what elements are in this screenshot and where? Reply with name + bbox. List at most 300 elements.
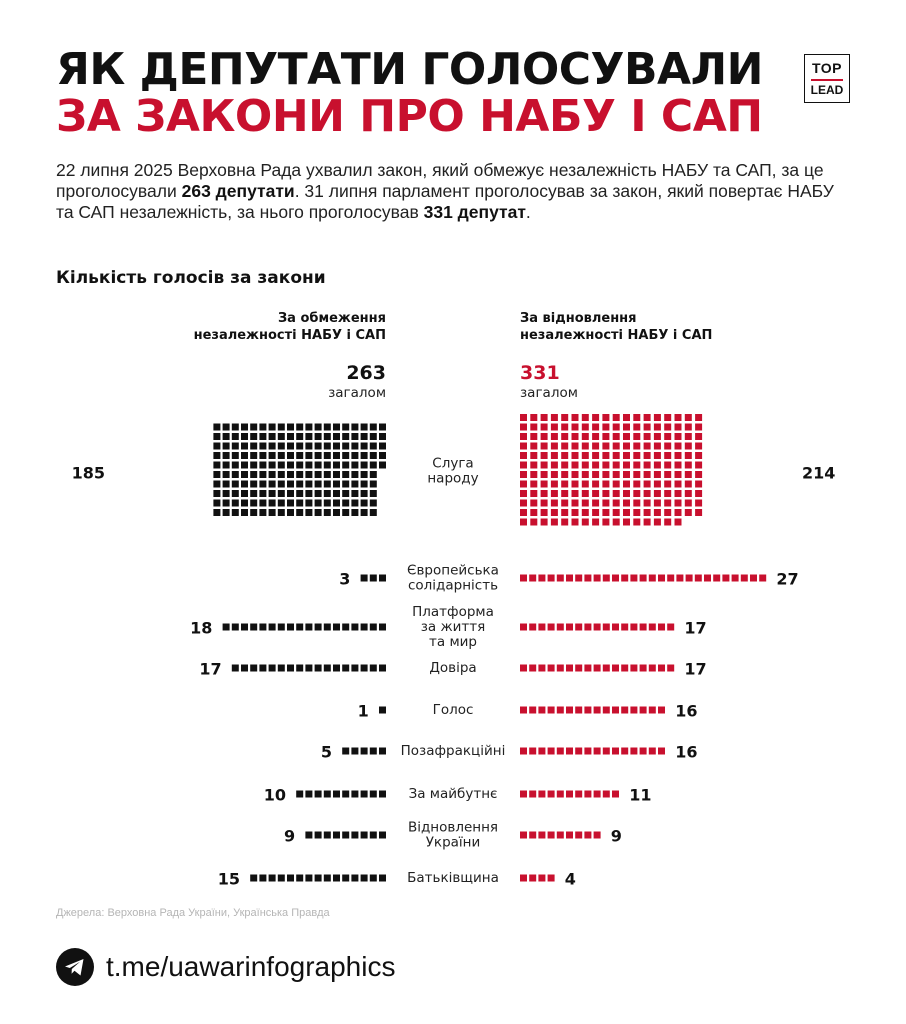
right-vote-square: [541, 424, 548, 431]
right-vote-square: [520, 575, 527, 582]
right-vote-square: [551, 500, 558, 507]
right-vote-square: [548, 575, 555, 582]
left-vote-square: [278, 500, 285, 507]
right-vote-square: [520, 433, 527, 440]
right-vote-square: [548, 665, 555, 672]
telegram-channel-link[interactable]: t.me/uawarinfographics: [106, 951, 396, 982]
right-vote-square: [685, 481, 692, 488]
left-vote-square: [351, 452, 358, 459]
right-vote-square: [658, 665, 665, 672]
right-vote-square: [644, 490, 651, 497]
right-vote-square: [530, 471, 537, 478]
right-vote-square: [695, 414, 702, 421]
left-vote-square: [324, 832, 331, 839]
right-vote-square: [633, 471, 640, 478]
right-vote-square: [520, 748, 527, 755]
left-vote-square: [342, 875, 349, 882]
left-vote-square: [278, 490, 285, 497]
left-vote-square: [296, 424, 303, 431]
right-vote-square: [520, 471, 527, 478]
left-vote-square: [296, 452, 303, 459]
left-vote-square: [241, 424, 248, 431]
left-vote-square: [223, 462, 230, 469]
right-vote-square: [602, 414, 609, 421]
right-vote-square: [633, 519, 640, 526]
left-vote-square: [250, 624, 257, 631]
left-vote-square: [241, 471, 248, 478]
right-vote-square: [520, 481, 527, 488]
right-vote-square: [664, 452, 671, 459]
right-vote-square: [572, 424, 579, 431]
left-vote-square: [305, 624, 312, 631]
left-vote-square: [269, 500, 276, 507]
left-vote-square: [315, 665, 322, 672]
left-vote-square: [342, 462, 349, 469]
left-vote-square: [287, 875, 294, 882]
right-vote-square: [602, 509, 609, 516]
left-vote-square: [232, 481, 239, 488]
right-vote-square: [594, 624, 601, 631]
left-vote-square: [278, 424, 285, 431]
left-vote-square: [315, 791, 322, 798]
right-vote-square: [551, 424, 558, 431]
right-vote-square: [695, 462, 702, 469]
right-vote-square: [613, 462, 620, 469]
right-vote-square: [561, 462, 568, 469]
right-vote-square: [584, 624, 591, 631]
left-count-label: 185: [71, 463, 105, 483]
left-vote-square: [342, 624, 349, 631]
right-vote-square: [644, 433, 651, 440]
left-vote-square: [361, 832, 368, 839]
right-vote-square: [630, 575, 637, 582]
right-vote-square: [551, 471, 558, 478]
right-count-label: 16: [675, 742, 698, 762]
left-vote-square: [315, 462, 322, 469]
right-vote-square: [623, 462, 630, 469]
right-vote-square: [538, 832, 545, 839]
left-vote-square: [259, 452, 266, 459]
right-vote-square: [621, 575, 628, 582]
left-vote-square: [324, 875, 331, 882]
party-label: України: [425, 834, 481, 851]
right-vote-square: [644, 481, 651, 488]
right-vote-square: [575, 575, 582, 582]
left-vote-square: [370, 462, 377, 469]
right-vote-square: [575, 832, 582, 839]
party-label: Батьківщина: [407, 870, 499, 886]
right-vote-square: [675, 462, 682, 469]
left-vote-square: [342, 665, 349, 672]
left-vote-square: [269, 443, 276, 450]
right-vote-square: [529, 832, 536, 839]
left-vote-square: [370, 791, 377, 798]
chart-subtitle: Кількість голосів за закони: [56, 268, 326, 288]
right-vote-square: [644, 471, 651, 478]
right-vote-square: [530, 481, 537, 488]
left-vote-square: [296, 471, 303, 478]
right-vote-square: [685, 424, 692, 431]
right-vote-square: [685, 452, 692, 459]
left-vote-square: [315, 490, 322, 497]
telegram-icon[interactable]: [56, 948, 94, 986]
left-vote-square: [213, 509, 220, 516]
left-vote-square: [213, 462, 220, 469]
left-vote-square: [342, 452, 349, 459]
right-vote-square: [541, 433, 548, 440]
right-vote-square: [575, 624, 582, 631]
left-vote-square: [241, 443, 248, 450]
left-vote-square: [361, 509, 368, 516]
right-vote-square: [640, 624, 647, 631]
right-vote-square: [538, 624, 545, 631]
right-vote-square: [575, 791, 582, 798]
right-vote-square: [602, 433, 609, 440]
left-vote-square: [324, 452, 331, 459]
left-vote-square: [305, 443, 312, 450]
left-vote-square: [278, 462, 285, 469]
left-vote-square: [324, 433, 331, 440]
left-vote-square: [361, 424, 368, 431]
left-vote-square: [241, 481, 248, 488]
left-vote-square: [315, 424, 322, 431]
left-vote-square: [223, 452, 230, 459]
left-vote-square: [370, 471, 377, 478]
right-vote-square: [548, 707, 555, 714]
left-vote-square: [287, 665, 294, 672]
right-vote-square: [602, 519, 609, 526]
right-vote-square: [584, 832, 591, 839]
left-vote-square: [259, 875, 266, 882]
left-vote-square: [269, 462, 276, 469]
left-vote-square: [379, 707, 386, 714]
left-vote-square: [315, 832, 322, 839]
left-vote-square: [259, 665, 266, 672]
right-vote-square: [572, 519, 579, 526]
left-vote-square: [287, 433, 294, 440]
right-vote-square: [530, 509, 537, 516]
left-vote-square: [213, 471, 220, 478]
left-vote-square: [333, 832, 340, 839]
left-vote-square: [342, 471, 349, 478]
left-vote-square: [287, 443, 294, 450]
right-vote-square: [713, 575, 720, 582]
left-vote-square: [315, 443, 322, 450]
left-vote-square: [315, 500, 322, 507]
right-vote-square: [649, 665, 656, 672]
right-vote-square: [644, 509, 651, 516]
right-vote-square: [582, 519, 589, 526]
right-vote-square: [566, 665, 573, 672]
left-vote-square: [269, 509, 276, 516]
right-vote-square: [649, 748, 656, 755]
right-vote-square: [685, 414, 692, 421]
left-vote-square: [223, 433, 230, 440]
right-vote-square: [630, 707, 637, 714]
left-vote-square: [379, 665, 386, 672]
left-vote-square: [269, 481, 276, 488]
right-vote-square: [613, 490, 620, 497]
right-vote-square: [675, 509, 682, 516]
right-vote-square: [664, 471, 671, 478]
right-vote-square: [613, 519, 620, 526]
left-vote-square: [379, 433, 386, 440]
left-vote-square: [296, 624, 303, 631]
right-vote-square: [529, 575, 536, 582]
right-vote-square: [633, 462, 640, 469]
left-vote-square: [342, 832, 349, 839]
left-vote-square: [333, 624, 340, 631]
left-vote-square: [361, 575, 368, 582]
right-vote-square: [561, 471, 568, 478]
left-vote-square: [305, 452, 312, 459]
right-vote-square: [541, 519, 548, 526]
left-vote-square: [287, 424, 294, 431]
left-vote-square: [269, 665, 276, 672]
right-vote-square: [551, 509, 558, 516]
right-vote-square: [675, 490, 682, 497]
left-vote-square: [333, 875, 340, 882]
right-count-label: 11: [629, 785, 652, 805]
right-vote-square: [695, 443, 702, 450]
right-vote-square: [612, 575, 619, 582]
left-vote-square: [361, 481, 368, 488]
left-vote-square: [269, 452, 276, 459]
right-vote-square: [551, 414, 558, 421]
left-vote-square: [223, 490, 230, 497]
left-vote-square: [305, 509, 312, 516]
right-vote-square: [592, 500, 599, 507]
right-vote-square: [612, 791, 619, 798]
right-vote-square: [557, 624, 564, 631]
right-vote-square: [612, 748, 619, 755]
right-vote-square: [592, 443, 599, 450]
right-vote-square: [584, 665, 591, 672]
left-vote-square: [370, 575, 377, 582]
left-vote-square: [361, 433, 368, 440]
left-vote-square: [351, 875, 358, 882]
left-vote-square: [333, 462, 340, 469]
left-count-label: 9: [284, 826, 296, 846]
left-vote-square: [351, 791, 358, 798]
right-vote-square: [621, 707, 628, 714]
intro-bold-1: 263 депутати: [181, 181, 295, 201]
right-vote-square: [654, 471, 661, 478]
left-vote-square: [232, 433, 239, 440]
left-vote-square: [213, 490, 220, 497]
left-vote-square: [342, 490, 349, 497]
left-vote-square: [351, 748, 358, 755]
right-vote-square: [541, 481, 548, 488]
left-vote-square: [223, 624, 230, 631]
right-vote-square: [566, 707, 573, 714]
left-vote-square: [379, 443, 386, 450]
left-count-label: 18: [190, 618, 213, 638]
left-vote-square: [278, 875, 285, 882]
left-vote-square: [213, 424, 220, 431]
left-vote-square: [361, 443, 368, 450]
left-vote-square: [278, 433, 285, 440]
right-vote-square: [594, 748, 601, 755]
left-count-label: 10: [263, 785, 286, 805]
right-vote-square: [658, 624, 665, 631]
right-vote-square: [613, 471, 620, 478]
right-vote-square: [675, 481, 682, 488]
right-vote-square: [582, 490, 589, 497]
left-vote-square: [278, 509, 285, 516]
left-vote-square: [259, 433, 266, 440]
right-vote-square: [530, 519, 537, 526]
right-vote-square: [621, 665, 628, 672]
left-vote-square: [324, 424, 331, 431]
left-vote-square: [250, 433, 257, 440]
right-vote-square: [654, 433, 661, 440]
left-vote-square: [232, 424, 239, 431]
right-vote-square: [592, 424, 599, 431]
left-vote-square: [333, 433, 340, 440]
right-vote-square: [548, 875, 555, 882]
left-vote-square: [342, 509, 349, 516]
right-vote-square: [664, 462, 671, 469]
left-vote-square: [324, 490, 331, 497]
left-vote-square: [324, 462, 331, 469]
left-total-label: загалом: [328, 385, 386, 401]
left-vote-square: [361, 791, 368, 798]
left-vote-square: [259, 443, 266, 450]
right-vote-square: [582, 500, 589, 507]
right-vote-square: [613, 500, 620, 507]
right-vote-square: [623, 500, 630, 507]
left-count-label: 1: [357, 701, 369, 721]
left-header-line-1: За обмеження: [277, 311, 386, 326]
right-vote-square: [649, 575, 656, 582]
right-vote-square: [557, 748, 564, 755]
right-vote-square: [520, 624, 527, 631]
left-vote-square: [269, 433, 276, 440]
left-vote-square: [324, 471, 331, 478]
intro-text-2: . 31 липня парламент проголосував за закон, який повертає НАБУ та САП незалежність, за нього проголосував: [56, 181, 834, 222]
right-vote-square: [685, 500, 692, 507]
right-vote-square: [602, 500, 609, 507]
right-vote-square: [630, 748, 637, 755]
right-vote-square: [633, 433, 640, 440]
right-vote-square: [530, 500, 537, 507]
right-vote-square: [640, 665, 647, 672]
left-vote-square: [315, 509, 322, 516]
left-vote-square: [324, 443, 331, 450]
left-vote-square: [213, 481, 220, 488]
left-vote-square: [333, 665, 340, 672]
right-vote-square: [530, 433, 537, 440]
right-vote-square: [654, 414, 661, 421]
right-vote-square: [633, 481, 640, 488]
right-vote-square: [685, 462, 692, 469]
left-vote-square: [305, 424, 312, 431]
right-vote-square: [654, 519, 661, 526]
left-vote-square: [379, 748, 386, 755]
left-vote-square: [342, 443, 349, 450]
right-vote-square: [561, 433, 568, 440]
left-vote-square: [351, 462, 358, 469]
left-count-label: 17: [199, 659, 222, 679]
right-vote-square: [644, 500, 651, 507]
left-vote-square: [296, 443, 303, 450]
right-vote-square: [675, 443, 682, 450]
right-vote-square: [592, 433, 599, 440]
left-vote-square: [223, 481, 230, 488]
party-label: солідарність: [407, 577, 499, 594]
left-vote-square: [296, 875, 303, 882]
right-vote-square: [592, 481, 599, 488]
right-vote-square: [582, 414, 589, 421]
left-count-label: 5: [320, 742, 332, 762]
left-vote-square: [370, 452, 377, 459]
left-vote-square: [305, 875, 312, 882]
left-vote-square: [333, 481, 340, 488]
right-vote-square: [621, 624, 628, 631]
right-vote-square: [654, 424, 661, 431]
left-vote-square: [296, 509, 303, 516]
right-vote-square: [566, 575, 573, 582]
right-vote-square: [582, 462, 589, 469]
right-vote-square: [520, 443, 527, 450]
left-vote-square: [351, 509, 358, 516]
right-vote-square: [675, 500, 682, 507]
right-vote-square: [623, 433, 630, 440]
right-vote-square: [630, 624, 637, 631]
party-label: За майбутнє: [408, 786, 498, 802]
right-vote-square: [644, 452, 651, 459]
right-vote-square: [561, 414, 568, 421]
right-vote-square: [664, 500, 671, 507]
right-vote-square: [538, 791, 545, 798]
right-vote-square: [541, 490, 548, 497]
party-label: Позафракційні: [400, 743, 506, 759]
right-vote-square: [582, 433, 589, 440]
right-vote-square: [623, 424, 630, 431]
party-label: Європейська: [407, 562, 499, 579]
right-vote-square: [530, 462, 537, 469]
right-vote-square: [529, 665, 536, 672]
right-vote-square: [722, 575, 729, 582]
left-vote-square: [259, 481, 266, 488]
left-vote-square: [333, 509, 340, 516]
left-vote-square: [305, 462, 312, 469]
left-vote-square: [259, 509, 266, 516]
left-vote-square: [269, 424, 276, 431]
right-vote-square: [520, 832, 527, 839]
left-vote-square: [241, 452, 248, 459]
right-vote-square: [584, 791, 591, 798]
left-vote-square: [351, 424, 358, 431]
left-vote-square: [232, 500, 239, 507]
right-vote-square: [602, 424, 609, 431]
right-vote-square: [530, 414, 537, 421]
left-vote-square: [259, 424, 266, 431]
left-vote-square: [250, 490, 257, 497]
left-vote-square: [241, 433, 248, 440]
left-count-label: 3: [339, 569, 351, 589]
left-vote-square: [315, 875, 322, 882]
left-vote-square: [232, 452, 239, 459]
right-vote-square: [530, 424, 537, 431]
left-vote-square: [278, 452, 285, 459]
right-vote-square: [538, 748, 545, 755]
left-vote-square: [250, 471, 257, 478]
left-vote-square: [287, 462, 294, 469]
left-vote-square: [379, 575, 386, 582]
right-vote-square: [644, 414, 651, 421]
